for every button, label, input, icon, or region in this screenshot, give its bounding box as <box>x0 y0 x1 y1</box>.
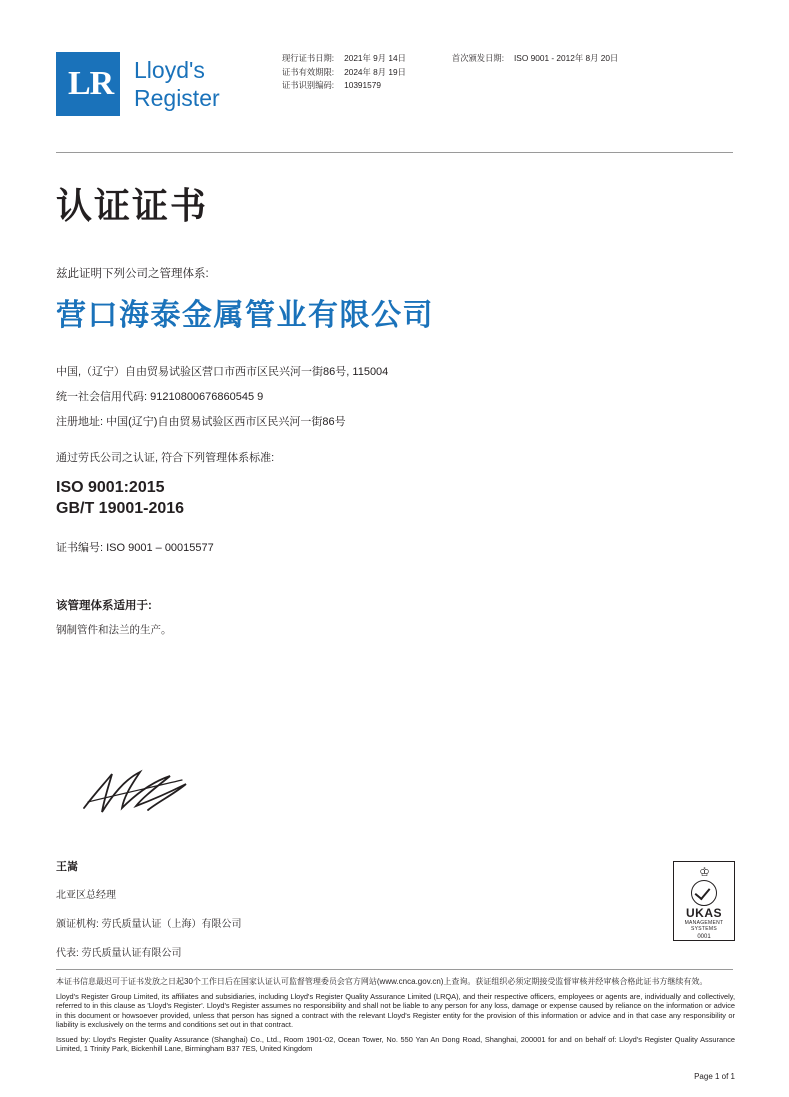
meta-label-cert-id: 证书识别编码: <box>282 80 335 90</box>
lr-logo-mark <box>56 52 120 116</box>
scope-heading: 该管理体系适用于: <box>56 599 152 612</box>
signatory-block <box>56 858 242 959</box>
meta-values-dates <box>344 52 406 93</box>
intro-text: 兹此证明下列公司之管理体系: <box>56 268 209 280</box>
meta-value-expiry-date: 2024年 8月 19日 <box>344 66 406 77</box>
crown-icon: ♔ <box>699 865 709 879</box>
footer-paragraph-1: Lloyd's Register Group Limited, its affiliates and subsidiaries, including Lloyd's Register Quality Assurance Limited (LRQA), and their respective officers, employees or agents are, individually and collectively, referred to in this clause as 'Lloyd's Register'. Lloyd's Register assumes no responsibility and shall not be liable to any person for any loss, damage or expense caused by reliance on the information or advice in this document or howsoever provided, unless that person has signed a contract with the relevant Lloyd's Register entity for the provision of this information or advice and in that case any responsibility or liability is exclusively on the terms and conditions set out in that contract. <box>56 992 735 1030</box>
signature-image <box>78 762 208 822</box>
ukas-label: UKAS <box>685 906 722 920</box>
address-line-2: 统一社会信用代码: 91210800676860545 9 <box>56 390 264 403</box>
page-title: 认证证书 <box>56 185 209 226</box>
footer-divider <box>56 969 733 970</box>
logo-wordmark <box>134 56 220 112</box>
address-line-1: 中国,（辽宁）自由贸易试验区营口市西市区民兴河一街86号, 115004 <box>56 365 389 378</box>
scope-text: 钢制管件和法兰的生产。 <box>56 623 172 636</box>
meta-group-dates <box>282 52 406 93</box>
ukas-number: 0001 <box>697 934 711 940</box>
standards-intro-text: 通过劳氏公司之认证, 符合下列管理体系标准: <box>56 451 275 464</box>
footer-cn-notice: 本证书信息最迟可于证书发放之日起30个工作日后在国家认证认可监督管理委员会官方网站(www.cnca.gov.cn)上查询。获证组织必须定期接受监督审核并经审核合格此证书方继续有效。 <box>56 977 708 986</box>
header-divider <box>56 152 733 153</box>
meta-value-current-date: 2021年 9月 14日 <box>344 53 406 63</box>
footer-paragraph-2: Issued by: Lloyd's Register Quality Assurance (Shanghai) Co., Ltd., Room 1901-02, Ocean Tower, No. 550 Yan An Dong Road, Shanghai, 200001 for and on behalf of: Lloyd's Register Quality Assurance Limited, 1 Trinity Park, Bickenhill Lane, Birmingham B37 7ES, United Kingdom <box>56 1034 735 1054</box>
ukas-accreditation-mark <box>673 861 735 941</box>
issuing-body: 颁证机构: 劳氏质量认证（上海）有限公司 <box>56 919 242 930</box>
ukas-sub-line1: MANAGEMENT <box>684 920 724 926</box>
signatory-role: 北亚区总经理 <box>56 890 116 901</box>
certificate-number: 证书编号: ISO 9001 – 00015577 <box>56 541 214 554</box>
certificate-meta <box>282 52 618 93</box>
representative: 代表: 劳氏质量认证有限公司 <box>56 948 182 959</box>
document-header <box>56 52 733 148</box>
page-number: Page 1 of 1 <box>694 1072 735 1081</box>
standard-iso-9001: ISO 9001:2015 <box>56 478 165 496</box>
meta-label-first-issue-date: 首次颁发日期: <box>451 53 504 63</box>
checkmark-icon <box>691 880 717 906</box>
meta-label-current-date: 现行证书日期: <box>282 53 335 63</box>
certificate-body <box>56 265 733 637</box>
lloyds-register-logo <box>56 52 220 116</box>
meta-label-expiry-date: 证书有效期限: <box>282 66 335 77</box>
meta-labels-first-issue <box>452 52 504 93</box>
company-name: 营口海泰金属管业有限公司 <box>56 299 434 332</box>
meta-group-first-issue <box>452 52 618 93</box>
standard-gbt-19001: GB/T 19001-2016 <box>56 499 185 517</box>
footer-legal-text <box>56 976 735 1058</box>
logo-wordmark-line2: Register <box>134 85 220 111</box>
signatory-name: 王嵩 <box>56 861 78 873</box>
meta-labels-dates <box>282 52 334 93</box>
meta-value-cert-id: 10391579 <box>344 80 382 90</box>
address-line-3: 注册地址: 中国(辽宁)自由贸易试验区西市区民兴河一街86号 <box>56 415 346 428</box>
ukas-sub-line2: SYSTEMS <box>691 926 717 932</box>
meta-values-first-issue <box>514 52 618 93</box>
lr-monogram-text: LR <box>68 65 114 102</box>
meta-value-first-issue-date: ISO 9001 - 2012年 8月 20日 <box>514 53 619 63</box>
logo-wordmark-line1: Lloyd's <box>134 56 205 83</box>
